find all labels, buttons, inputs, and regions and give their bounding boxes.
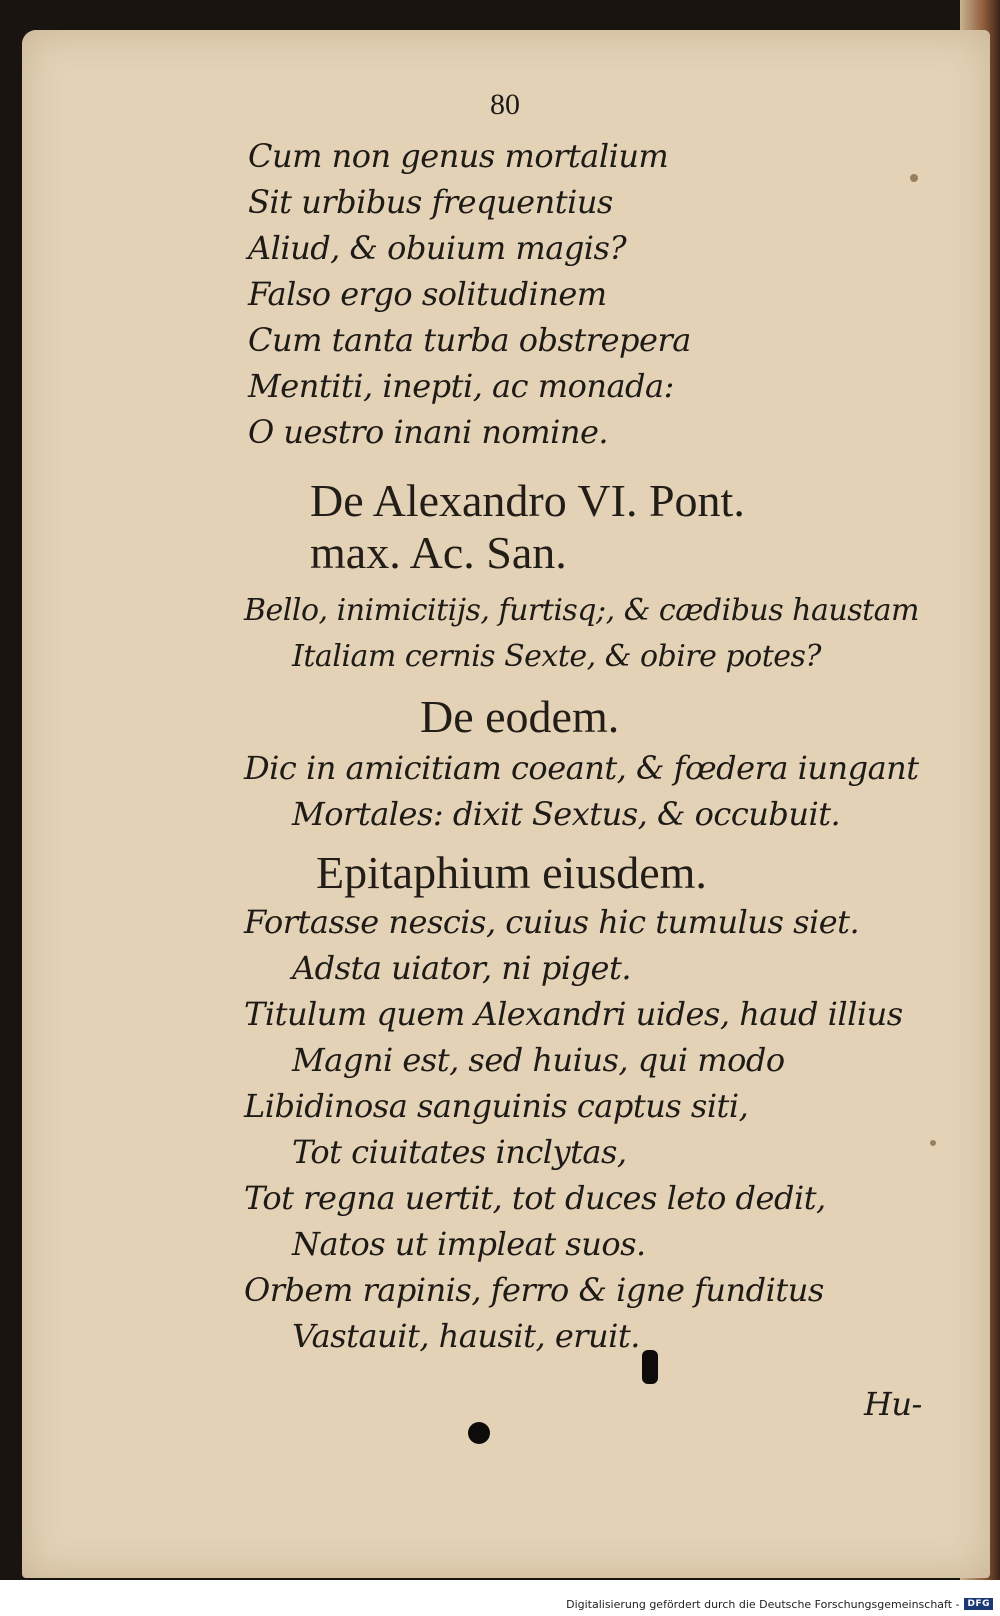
section-heading: De eodem. [420, 691, 620, 742]
poem-line: Sit urbibus frequentius [248, 183, 613, 221]
poem-line: Orbem rapinis, ferro & igne funditus [244, 1271, 824, 1309]
poem-line: Falso ergo solitudinem [248, 275, 607, 313]
catchword: Hu- [864, 1385, 922, 1423]
poem-line: Tot ciuitates inclytas, [292, 1133, 627, 1171]
poem-line: Vastauit, hausit, eruit. [292, 1317, 640, 1355]
poem-line: Cum tanta turba obstrepera [248, 321, 691, 359]
paper-speck [930, 1140, 936, 1146]
section-heading: Epitaphium eiusdem. [316, 847, 707, 898]
poem-line: Dic in amicitiam coeant, & fœdera iungant [244, 749, 919, 787]
poem-line: O uestro inani nomine. [248, 413, 609, 451]
poem-line: Libidinosa sanguinis captus siti, [244, 1087, 749, 1125]
poem-line: Mentiti, inepti, ac monada: [248, 367, 674, 405]
poem-line: Natos ut impleat suos. [292, 1225, 646, 1263]
poem-line: Tot regna uertit, tot duces leto dedit, [244, 1179, 826, 1217]
ink-mark [642, 1350, 658, 1384]
poem-line: Bello, inimicitijs, furtisq;, & cædibus haustam [244, 593, 919, 628]
section-heading: De Alexandro VI. Pont. [310, 475, 745, 526]
digitization-footer [566, 1596, 994, 1612]
section-heading-continued: max. Ac. San. [310, 527, 567, 578]
dfg-logo: DFG [963, 1597, 994, 1611]
paper-speck [910, 174, 918, 182]
footer-text: Digitalisierung gefördert durch die Deutsche Forschungsgemeinschaft - [566, 1597, 960, 1611]
poem-line: Mortales: dixit Sextus, & occubuit. [292, 795, 841, 833]
poem-line: Cum non genus mortalium [248, 137, 669, 175]
poem-line: Titulum quem Alexandri uides, haud illius [244, 995, 903, 1033]
poem-line: Aliud, & obuium magis? [248, 229, 627, 267]
poem-line: Italiam cernis Sexte, & obire potes? [292, 639, 821, 674]
poem-line: Adsta uiator, ni piget. [292, 949, 631, 987]
ink-blot [468, 1422, 490, 1444]
poem-line: Magni est, sed huius, qui modo [292, 1041, 785, 1079]
poem-line: Fortasse nescis, cuius hic tumulus siet. [244, 903, 860, 941]
page-number: 80 [490, 88, 520, 121]
